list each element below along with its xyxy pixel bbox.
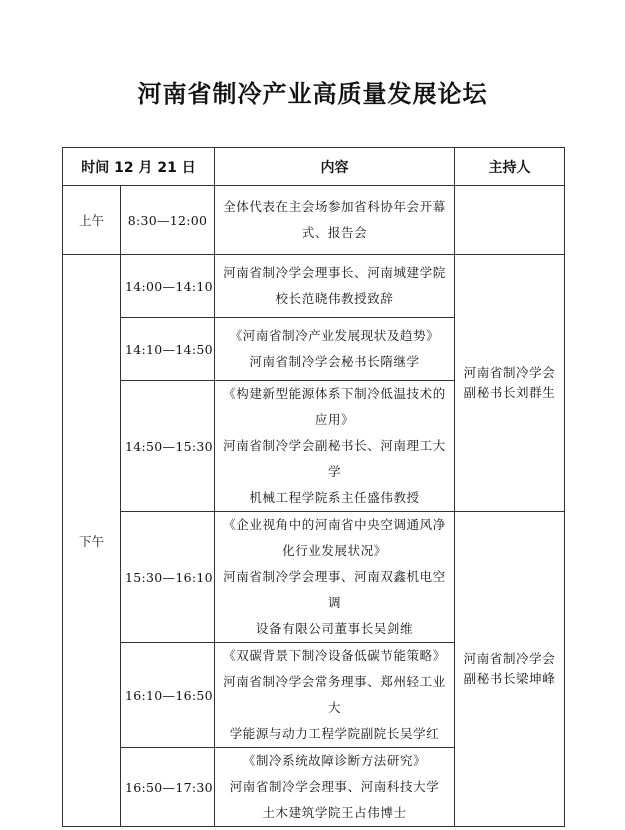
host-cell	[455, 512, 565, 827]
content-line: 《双碳背景下制冷设备低碳节能策略》	[223, 648, 446, 663]
content-line: 《企业视角中的河南省中央空调通风净	[223, 517, 446, 532]
time-cell: 16:10—16:50	[121, 643, 215, 748]
time-cell: 14:10—14:50	[121, 318, 215, 381]
content-line: 全体代表在主会场参加省科协年会开幕	[223, 199, 446, 214]
content-line: 河南省制冷学会理事、河南科技大学	[229, 779, 440, 794]
content-line: 河南省制冷学会理事、河南双鑫机电空调	[223, 569, 446, 610]
content-cell	[215, 643, 455, 748]
header-time: 时间 12 月 21 日	[63, 148, 215, 186]
time-cell: 15:30—16:10	[121, 512, 215, 643]
content-line: 化行业发展状况》	[282, 543, 387, 558]
content-line: 应用》	[314, 412, 355, 427]
host-line: 河南省制冷学会	[463, 365, 556, 380]
time-cell: 14:00—14:10	[121, 255, 215, 318]
time-cell: 16:50—17:30	[121, 748, 215, 827]
content-line: 土木建筑学院王占伟博士	[262, 805, 407, 820]
content-line: 学能源与动力工程学院副院长吴学红	[229, 726, 440, 741]
content-line: 式、报告会	[301, 225, 368, 240]
content-line: 校长范晓伟教授致辞	[275, 291, 394, 306]
content-cell	[215, 255, 455, 318]
time-cell: 8:30—12:00	[121, 186, 215, 255]
period-afternoon: 下午	[63, 255, 121, 827]
content-line: 设备有限公司董事长吴剑维	[255, 621, 414, 636]
content-cell	[215, 381, 455, 512]
content-cell	[215, 512, 455, 643]
table-header-row	[63, 148, 565, 186]
table-row-morning	[63, 186, 565, 255]
table-row	[63, 255, 565, 318]
host-cell-empty	[455, 186, 565, 255]
content-line: 河南省制冷学会秘书长隋继学	[249, 354, 420, 369]
content-line: 《河南省制冷产业发展现状及趋势》	[229, 328, 440, 343]
schedule-table	[62, 147, 565, 827]
content-line: 《构建新型能源体系下制冷低温技术的	[223, 386, 446, 401]
content-line: 《制冷系统故障诊断方法研究》	[242, 753, 427, 768]
period-morning: 上午	[63, 186, 121, 255]
content-cell	[215, 318, 455, 381]
content-cell	[215, 186, 455, 255]
header-host: 主持人	[455, 148, 565, 186]
host-cell	[455, 255, 565, 512]
header-content: 内容	[215, 148, 455, 186]
page-title: 河南省制冷产业高质量发展论坛	[137, 80, 488, 108]
time-cell: 14:50—15:30	[121, 381, 215, 512]
host-line: 副秘书长刘群生	[463, 385, 556, 400]
table-row	[63, 512, 565, 643]
host-line: 河南省制冷学会	[463, 651, 556, 666]
content-line: 机械工程学院系主任盛伟教授	[249, 490, 420, 505]
host-line: 副秘书长梁坤峰	[463, 671, 556, 686]
content-line: 河南省制冷学会理事长、河南城建学院	[223, 265, 446, 280]
content-line: 河南省制冷学会副秘书长、河南理工大学	[223, 438, 446, 479]
content-line: 河南省制冷学会常务理事、郑州轻工业大	[223, 674, 446, 715]
content-cell	[215, 748, 455, 827]
